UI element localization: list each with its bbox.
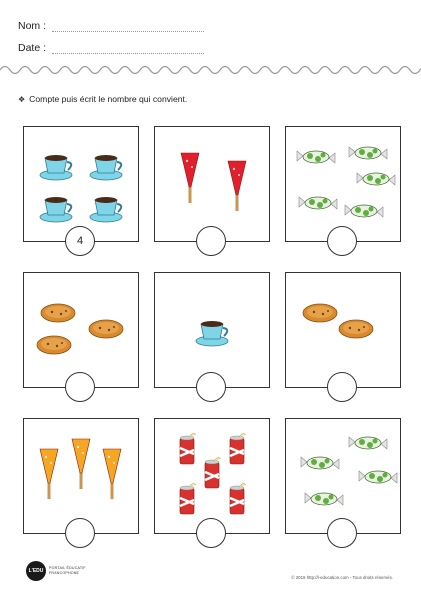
card-illustration — [24, 419, 138, 533]
card-illustration — [24, 273, 138, 387]
answer-circle[interactable] — [65, 518, 95, 548]
soda-can-icon — [205, 457, 221, 488]
green-candy-icon — [345, 205, 383, 217]
answer-circle[interactable] — [327, 226, 357, 256]
cookie-icon — [89, 320, 123, 338]
exercise-card — [285, 272, 401, 388]
green-candy-icon — [349, 437, 387, 449]
teacup-icon — [196, 321, 228, 346]
answer-circle[interactable] — [196, 226, 226, 256]
exercise-card — [23, 418, 139, 534]
card-illustration — [286, 419, 400, 533]
bullet-icon: ❖ — [18, 94, 26, 104]
soda-can-icon — [180, 483, 196, 514]
card-illustration — [155, 127, 269, 241]
logo-line-2: FRANCOPHONE — [49, 571, 80, 575]
logo-line-1: PORTAIL ÉDUCATIF — [49, 566, 86, 570]
answer-circle[interactable] — [327, 518, 357, 548]
exercise-card — [23, 126, 139, 242]
teacup-icon — [90, 197, 122, 222]
answer-circle[interactable] — [65, 372, 95, 402]
wavy-divider — [0, 60, 421, 80]
red-popsicle-icon — [181, 153, 199, 203]
red-popsicle-icon — [228, 161, 246, 211]
answer-circle[interactable] — [327, 372, 357, 402]
teacup-icon — [40, 155, 72, 180]
name-field[interactable] — [18, 20, 204, 32]
green-candy-icon — [301, 457, 339, 469]
exercise-card — [23, 272, 139, 388]
cookie-icon — [303, 304, 337, 322]
name-line[interactable] — [52, 22, 204, 32]
date-field[interactable] — [18, 42, 204, 54]
copyright: © 2019 http://l-education.com - Tous droits réservés. — [291, 575, 393, 580]
date-label: Date : — [18, 42, 47, 54]
cookie-icon — [339, 320, 373, 338]
exercise-card — [154, 272, 270, 388]
green-candy-icon — [297, 151, 335, 163]
green-candy-icon — [299, 197, 337, 209]
answer-circle[interactable]: 4 — [65, 226, 95, 256]
exercise-card — [154, 126, 270, 242]
instruction-text: Compte puis écrit le nombre qui convient. — [29, 94, 188, 104]
orange-popsicle-icon — [72, 439, 90, 489]
teacup-icon — [40, 197, 72, 222]
green-candy-icon — [359, 471, 397, 483]
green-candy-icon — [305, 493, 343, 505]
orange-popsicle-icon — [103, 449, 121, 499]
card-illustration — [155, 419, 269, 533]
soda-can-icon — [230, 433, 246, 464]
logo-mark: L'EDU — [26, 561, 46, 581]
exercise-card — [285, 418, 401, 534]
answer-circle[interactable] — [196, 518, 226, 548]
card-illustration — [155, 273, 269, 387]
answer-circle[interactable] — [196, 372, 226, 402]
card-illustration — [286, 127, 400, 241]
orange-popsicle-icon — [40, 449, 58, 499]
cookie-icon — [37, 336, 71, 354]
soda-can-icon — [230, 483, 246, 514]
logo — [26, 561, 86, 581]
exercise-card — [285, 126, 401, 242]
cookie-icon — [41, 304, 75, 322]
green-candy-icon — [349, 147, 387, 159]
date-line[interactable] — [52, 44, 204, 54]
card-illustration — [24, 127, 138, 241]
logo-text — [49, 566, 86, 576]
instruction — [18, 94, 187, 104]
green-candy-icon — [357, 173, 395, 185]
name-label: Nom : — [18, 20, 47, 32]
teacup-icon — [90, 155, 122, 180]
exercise-card — [154, 418, 270, 534]
soda-can-icon — [180, 433, 196, 464]
card-illustration — [286, 273, 400, 387]
